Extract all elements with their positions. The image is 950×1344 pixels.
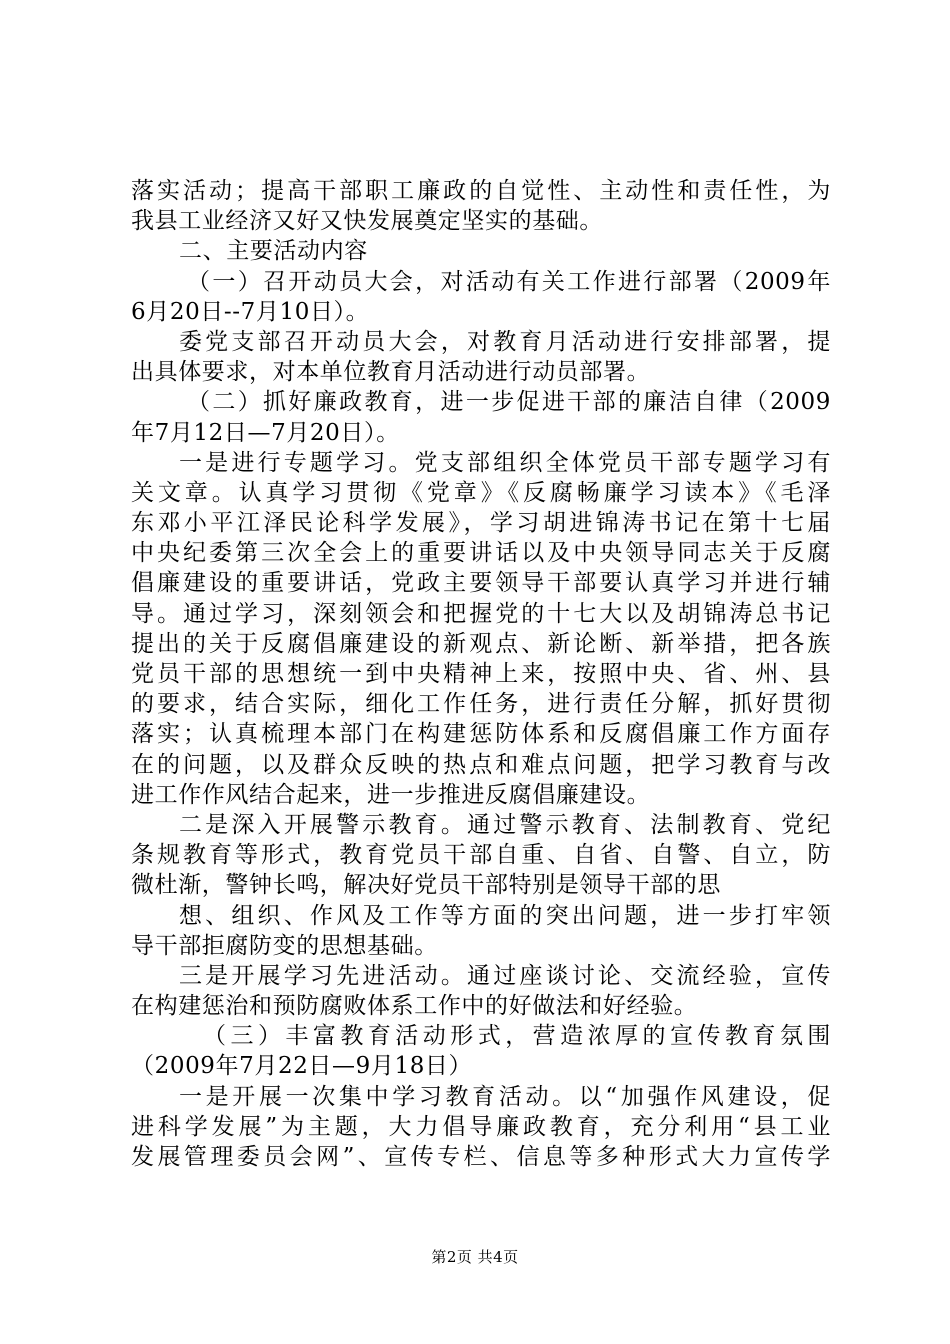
text-line: 提出的关于反腐倡廉建设的新观点、新论断、新举措，把各族 bbox=[131, 630, 831, 657]
subsection-heading: 6月20日--7月10日）。 bbox=[131, 298, 370, 325]
text-line: 出具体要求，对本单位教育月活动进行动员部署。 bbox=[131, 359, 651, 386]
subsection-heading: 年7月12日—7月20日）。 bbox=[131, 419, 400, 446]
page-number-footer: 第2页 共4页 bbox=[431, 1248, 519, 1266]
text-line: 一是开展一次集中学习教育活动。以“加强作风建设，促 bbox=[179, 1083, 831, 1110]
text-line: 导。通过学习，深刻领会和把握党的十七大以及胡锦涛总书记 bbox=[131, 600, 831, 627]
text-line: 委党支部召开动员大会，对教育月活动进行安排部署，提 bbox=[179, 328, 831, 355]
text-line: 东邓小平江泽民论科学发展》，学习胡进锦涛书记在第十七届 bbox=[131, 510, 831, 537]
text-line: 发展管理委员会网”、宣传专栏、信息等多种形式大力宣传学 bbox=[131, 1144, 831, 1170]
text-line: 的要求，结合实际，细化工作任务，进行责任分解，抓好贯彻 bbox=[131, 691, 831, 718]
subsection-heading: （2009年7月22日—9月18日） bbox=[131, 1053, 473, 1080]
text-line: 我县工业经济又好又快发展奠定坚实的基础。 bbox=[131, 208, 603, 235]
subsection-heading: （一）召开动员大会，对活动有关工作进行部署（2009年 bbox=[187, 268, 831, 295]
text-line: 进工作作风结合起来，进一步推进反腐倡廉建设。 bbox=[131, 781, 651, 808]
text-line: 想、组织、作风及工作等方面的突出问题，进一步打牢领 bbox=[179, 902, 831, 929]
text-line: 倡廉建设的重要讲话，党政主要领导干部要认真学习并进行辅 bbox=[131, 570, 831, 597]
text-line: 进科学发展”为主题，大力倡导廉政教育，充分利用“县工业 bbox=[131, 1113, 831, 1140]
text-line: 条规教育等形式，教育党员干部自重、自省、自警、自立，防 bbox=[131, 842, 831, 869]
text-line: 在的问题，以及群众反映的热点和难点问题，把学习教育与改 bbox=[131, 751, 831, 778]
text-line: 微杜渐，警钟长鸣，解决好党员干部特别是领导干部的思 bbox=[131, 872, 721, 899]
text-line: 导干部拒腐防变的思想基础。 bbox=[131, 932, 438, 959]
text-line: 中央纪委第三次全会上的重要讲话以及中央领导同志关于反腐 bbox=[131, 540, 831, 567]
text-line: 党员干部的思想统一到中央精神上来，按照中央、省、州、县 bbox=[131, 661, 831, 687]
text-line: 三是开展学习先进活动。通过座谈讨论、交流经验，宣传 bbox=[179, 962, 831, 989]
section-heading: 二、主要活动内容 bbox=[179, 238, 368, 265]
text-line: 关文章。认真学习贯彻《党章》《反腐畅廉学习读本》《毛泽 bbox=[131, 479, 831, 506]
text-line: 二是深入开展警示教育。通过警示教育、法制教育、党纪 bbox=[179, 811, 831, 838]
text-line: 一是进行专题学习。党支部组织全体党员干部专题学习有 bbox=[179, 449, 831, 476]
text-line: 落实活动；提高干部职工廉政的自觉性、主动性和责任性，为 bbox=[131, 178, 831, 204]
text-line: 落实；认真梳理本部门在构建惩防体系和反腐倡廉工作方面存 bbox=[131, 721, 831, 748]
document-body bbox=[131, 176, 831, 1172]
subsection-heading: （三）丰富教育活动形式，营造浓厚的宣传教育氛围 bbox=[203, 1023, 831, 1050]
text-line: 在构建惩治和预防腐败体系工作中的好做法和好经验。 bbox=[131, 993, 698, 1020]
subsection-heading: （二）抓好廉政教育，进一步促进干部的廉洁自律（2009 bbox=[187, 389, 831, 416]
